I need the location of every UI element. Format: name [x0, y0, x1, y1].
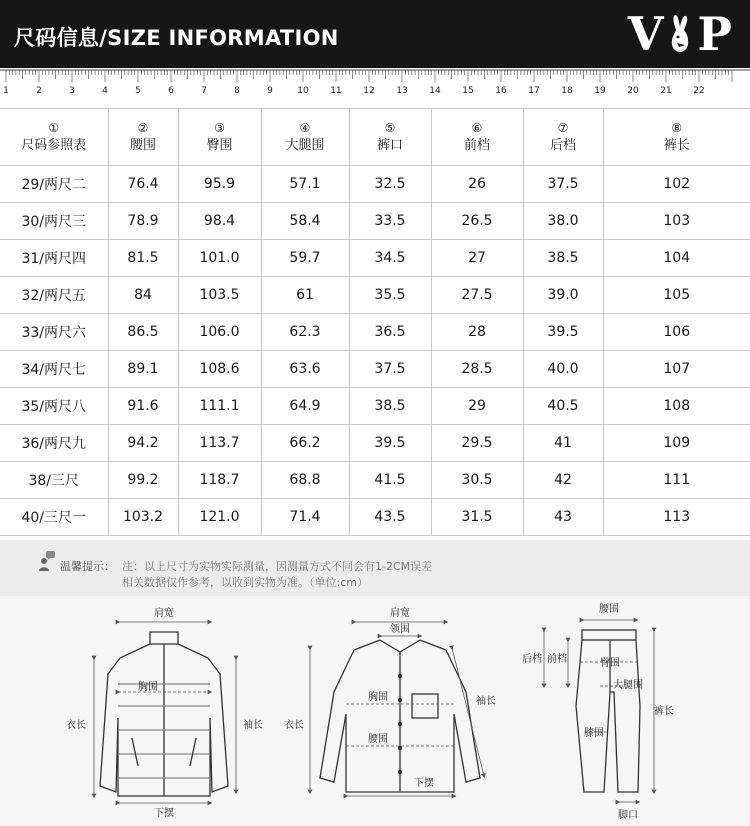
- measure-cell: 26: [431, 166, 523, 203]
- ruler-number: 5: [135, 86, 141, 96]
- ruler-number: 14: [429, 86, 441, 96]
- page-title: 尺码信息/SIZE INFORMATION: [14, 26, 339, 50]
- column-header: [0, 109, 108, 166]
- measure-cell: 39.5: [349, 425, 431, 462]
- measure-cell: 84: [108, 277, 178, 314]
- measure-cell: 62.3: [261, 314, 349, 351]
- measure-cell: 113.7: [178, 425, 261, 462]
- measure-cell: 103.2: [108, 499, 178, 536]
- column-number: ⑥: [471, 121, 483, 135]
- measure-cell: 71.4: [261, 499, 349, 536]
- ruler-number: 6: [168, 86, 174, 96]
- measure-cell: 63.6: [261, 351, 349, 388]
- pants-illustration: [576, 630, 640, 792]
- ruler-number: 19: [594, 86, 606, 96]
- column-header: [349, 109, 431, 166]
- ruler-number: 16: [495, 86, 507, 96]
- measure-cell: 68.8: [261, 462, 349, 499]
- column-label: 大腿围: [285, 138, 325, 153]
- table-row: [0, 240, 750, 277]
- measure-cell: 108: [603, 388, 750, 425]
- jacket-sleeve-label: 袖长: [243, 720, 263, 731]
- ruler-ticks: [0, 68, 750, 88]
- size-cell: 31/两尺四: [0, 240, 108, 277]
- table-row: [0, 388, 750, 425]
- ruler-numbers: [0, 86, 750, 100]
- measure-cell: 43: [523, 499, 603, 536]
- measure-cell: 101.0: [178, 240, 261, 277]
- pants-back-rise-label: 后档: [522, 654, 542, 665]
- column-label: 裤长: [663, 138, 690, 153]
- size-cell: 29/两尺二: [0, 166, 108, 203]
- column-header: [108, 109, 178, 166]
- measure-cell: 26.5: [431, 203, 523, 240]
- measure-cell: 66.2: [261, 425, 349, 462]
- column-header: [603, 109, 750, 166]
- measure-cell: 37.5: [523, 166, 603, 203]
- measure-cell: 36.5: [349, 314, 431, 351]
- pants-measure-lines: [544, 620, 654, 802]
- table-row: [0, 351, 750, 388]
- table-row: [0, 499, 750, 536]
- column-number: ③: [214, 121, 225, 135]
- ruler-number: 10: [297, 86, 309, 96]
- column-number: ⑦: [557, 121, 569, 135]
- measure-cell: 95.9: [178, 166, 261, 203]
- measure-cell: 59.7: [261, 240, 349, 277]
- measure-cell: 27.5: [431, 277, 523, 314]
- column-label: 裤口: [376, 138, 403, 153]
- measure-cell: 39.0: [523, 277, 603, 314]
- measuring-ruler: [0, 68, 750, 104]
- logo-letter-v: V: [627, 7, 664, 61]
- table-row: [0, 425, 750, 462]
- tip-box: [0, 540, 750, 596]
- pants-knee-label: 膝围: [584, 728, 604, 739]
- measure-cell: 29: [431, 388, 523, 425]
- measure-cell: 38.0: [523, 203, 603, 240]
- measure-cell: 40.0: [523, 351, 603, 388]
- measure-cell: 89.1: [108, 351, 178, 388]
- column-header: [431, 109, 523, 166]
- shirt-waist-label: 腰围: [368, 734, 388, 745]
- measure-cell: 61: [261, 277, 349, 314]
- tip-line-1: 注：以上尺寸为实物实际测量，因测量方式不同会有1-2CM误差: [122, 560, 433, 573]
- measure-cell: 32.5: [349, 166, 431, 203]
- diagram-canvas: [0, 596, 750, 826]
- measure-cell: 81.5: [108, 240, 178, 277]
- jacket-shoulder-label: 肩宽: [154, 608, 174, 619]
- measure-cell: 57.1: [261, 166, 349, 203]
- table-row: [0, 462, 750, 499]
- measure-cell: 118.7: [178, 462, 261, 499]
- size-table: [0, 108, 750, 536]
- pants-thigh-label: 大腿围: [613, 680, 643, 691]
- table-row: [0, 203, 750, 240]
- column-number: ⑤: [384, 121, 396, 135]
- measure-cell: 94.2: [108, 425, 178, 462]
- measure-cell: 107: [603, 351, 750, 388]
- pants-waist-label: 腰围: [599, 604, 619, 615]
- measure-cell: 121.0: [178, 499, 261, 536]
- shirt-length-label: 衣长: [284, 720, 304, 731]
- measure-cell: 78.9: [108, 203, 178, 240]
- chat-person-icon: [38, 550, 56, 572]
- column-number: ①: [48, 121, 60, 135]
- brand-logo: [602, 6, 732, 62]
- ruler-number: 20: [627, 86, 639, 96]
- jacket-length-label: 衣长: [66, 720, 86, 731]
- measure-cell: 40.5: [523, 388, 603, 425]
- size-cell: 35/两尺八: [0, 388, 108, 425]
- measure-cell: 29.5: [431, 425, 523, 462]
- shirt-hem-label: 下摆: [414, 778, 434, 789]
- measure-cell: 39.5: [523, 314, 603, 351]
- measure-cell: 106.0: [178, 314, 261, 351]
- size-cell: 30/两尺三: [0, 203, 108, 240]
- column-label: 前档: [463, 138, 490, 153]
- header-bar: [0, 0, 750, 68]
- logo-letter-p: P: [697, 7, 732, 61]
- measure-cell: 27: [431, 240, 523, 277]
- size-cell: 33/两尺六: [0, 314, 108, 351]
- jacket-chest-label: 胸围: [138, 682, 158, 693]
- shirt-sleeve-label: 袖长: [476, 696, 496, 707]
- table-row: [0, 277, 750, 314]
- pants-hem-label: 脚口: [618, 810, 638, 821]
- ruler-number: 13: [396, 86, 408, 96]
- pants-front-rise-label: 前档: [547, 654, 567, 665]
- shirt-shoulder-label: 肩宽: [390, 608, 410, 619]
- measure-cell: 106: [603, 314, 750, 351]
- measure-cell: 105: [603, 277, 750, 314]
- table-body: [0, 166, 750, 536]
- measure-cell: 103.5: [178, 277, 261, 314]
- measure-cell: 43.5: [349, 499, 431, 536]
- measure-cell: 41: [523, 425, 603, 462]
- measure-cell: 34.5: [349, 240, 431, 277]
- shirt-collar-label: 领围: [390, 624, 410, 635]
- ruler-number: 4: [102, 86, 108, 96]
- ruler-number: 7: [201, 86, 207, 96]
- measure-cell: 30.5: [431, 462, 523, 499]
- column-label: 尺码参照表: [21, 138, 87, 153]
- size-cell: 38/三尺: [0, 462, 108, 499]
- measure-cell: 31.5: [431, 499, 523, 536]
- bunny-logo-icon: [665, 12, 695, 56]
- table-row: [0, 314, 750, 351]
- measure-cell: 99.2: [108, 462, 178, 499]
- measurement-diagrams: [0, 596, 750, 826]
- measure-cell: 86.5: [108, 314, 178, 351]
- measure-cell: 41.5: [349, 462, 431, 499]
- ruler-number: 11: [330, 86, 342, 96]
- measure-cell: 37.5: [349, 351, 431, 388]
- ruler-number: 3: [69, 86, 75, 96]
- measure-cell: 64.9: [261, 388, 349, 425]
- tip-line-2: 相关数据仅作参考，以收到实物为准。（单位:cm）: [122, 576, 368, 589]
- measure-cell: 111: [603, 462, 750, 499]
- measure-cell: 91.6: [108, 388, 178, 425]
- jacket-illustration: [100, 632, 228, 796]
- size-cell: 40/三尺一: [0, 499, 108, 536]
- table-row: [0, 166, 750, 203]
- column-header: [261, 109, 349, 166]
- measure-cell: 103: [603, 203, 750, 240]
- measure-cell: 98.4: [178, 203, 261, 240]
- measure-cell: 33.5: [349, 203, 431, 240]
- column-label: 腰围: [129, 138, 156, 153]
- measure-cell: 113: [603, 499, 750, 536]
- ruler-number: 9: [267, 86, 273, 96]
- measure-cell: 104: [603, 240, 750, 277]
- pants-hip-label: 臀围: [600, 658, 620, 669]
- column-number: ⑧: [671, 121, 683, 135]
- column-label: 臀围: [206, 138, 233, 153]
- measure-cell: 102: [603, 166, 750, 203]
- measure-cell: 108.6: [178, 351, 261, 388]
- column-header: [178, 109, 261, 166]
- measure-cell: 58.4: [261, 203, 349, 240]
- ruler-number: 22: [693, 86, 705, 96]
- measure-cell: 109: [603, 425, 750, 462]
- ruler-number: 12: [363, 86, 375, 96]
- ruler-number: 21: [660, 86, 672, 96]
- size-cell: 34/两尺七: [0, 351, 108, 388]
- pants-length-label: 裤长: [654, 706, 674, 717]
- measure-cell: 28: [431, 314, 523, 351]
- ruler-number: 8: [234, 86, 240, 96]
- ruler-number: 17: [528, 86, 540, 96]
- measure-cell: 38.5: [523, 240, 603, 277]
- measure-cell: 28.5: [431, 351, 523, 388]
- size-cell: 32/两尺五: [0, 277, 108, 314]
- column-label: 后档: [549, 138, 576, 153]
- column-number: ②: [137, 121, 149, 135]
- ruler-number: 2: [36, 86, 42, 96]
- jacket-hem-label: 下摆: [154, 808, 174, 819]
- shirt-chest-label: 胸围: [368, 692, 388, 703]
- jacket-measure-lines: [94, 622, 236, 803]
- size-cell: 36/两尺九: [0, 425, 108, 462]
- measure-cell: 38.5: [349, 388, 431, 425]
- measure-cell: 76.4: [108, 166, 178, 203]
- ruler-number: 1: [3, 86, 9, 96]
- measure-cell: 35.5: [349, 277, 431, 314]
- measure-cell: 42: [523, 462, 603, 499]
- column-number: ④: [299, 121, 311, 135]
- ruler-number: 18: [561, 86, 573, 96]
- measure-cell: 111.1: [178, 388, 261, 425]
- column-header: [523, 109, 603, 166]
- table-header-row: [0, 109, 750, 166]
- tip-label: 温馨提示：: [60, 560, 115, 573]
- ruler-number: 15: [462, 86, 474, 96]
